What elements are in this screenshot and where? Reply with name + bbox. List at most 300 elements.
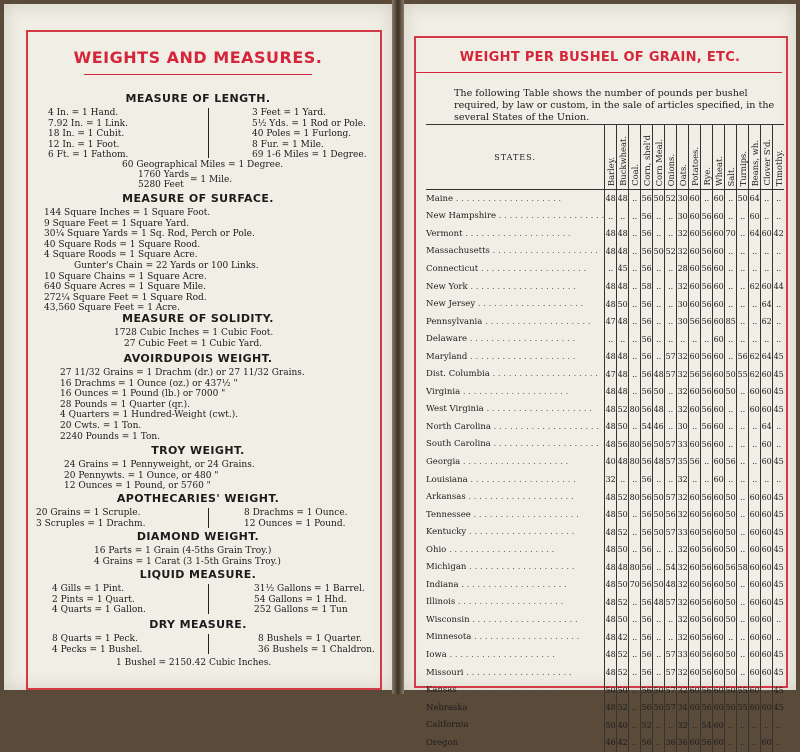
value-cell: 60 [761,664,773,682]
value-cell: .. [665,225,677,243]
value-cell: .. [605,208,617,226]
leader-dots: . . . . . . . . . . . . . . . . . . . . [475,299,584,310]
value-cell: 56 [641,260,653,278]
value-cell: 50 [617,418,629,436]
leader-dots: . . . . . . . . . . . . . . . . . . . . [467,334,576,345]
value-cell: 60 [689,436,701,454]
value-cell: 50 [617,611,629,629]
value-cell: .. [737,576,749,594]
value-cell: 60 [689,611,701,629]
value-cell: .. [773,295,785,313]
state-name: Indiana [426,579,459,590]
value-cell: 57 [665,523,677,541]
value-cell: 56 [701,506,713,524]
value-cell: 64 [761,348,773,366]
value-cell: 42 [617,629,629,647]
value-cell: 48 [617,365,629,383]
value-cell: .. [725,716,737,734]
value-cell: .. [773,190,785,208]
value-cell: 48 [653,453,665,471]
value-cell: .. [761,681,773,699]
value-cell: 48 [605,646,617,664]
value-cell: 47 [605,365,617,383]
apothecaries-right [244,508,348,529]
value-cell: 50 [725,383,737,401]
value-cell: 56 [701,488,713,506]
value-cell: .. [653,330,665,348]
avoirdupois-line: 27 11/32 Grains = 1 Drachm (dr.) or 27 11/32 Grains. [60,368,305,378]
value-cell: 56 [701,611,713,629]
value-cell: .. [773,436,785,454]
value-cell: .. [665,471,677,489]
avoirdupois-block [60,368,305,442]
avoirdupois-line: 28 Pounds = 1 Quarter (qr.). [60,399,191,410]
leader-dots: . . . . . . . . . . . . . . . . . . . . [455,597,564,608]
value-cell: .. [665,313,677,331]
value-cell: .. [737,541,749,559]
value-cell: .. [653,558,665,576]
value-cell: 47 [605,313,617,331]
value-cell: .. [629,611,641,629]
value-cell: 60 [761,383,773,401]
state-name-cell [426,594,605,612]
value-cell: .. [773,611,785,629]
value-cell: 56 [701,313,713,331]
value-cell: 52 [617,664,629,682]
value-cell: 60 [749,541,761,559]
table-row [426,716,784,734]
value-cell: .. [737,313,749,331]
state-name: Iowa [426,649,447,660]
value-cell: 32 [677,278,689,296]
state-name: Michigan [426,562,467,573]
value-cell: 60 [749,646,761,664]
leader-dots: . . . . . . . . . . . . . . . . . . . . [483,404,592,415]
value-cell: 32 [677,681,689,699]
column-header [701,125,713,190]
value-cell: 52 [665,243,677,261]
value-cell: 48 [605,558,617,576]
value-cell: 56 [641,313,653,331]
length-left-block [48,108,128,161]
value-cell: 60 [761,576,773,594]
value-cell: 60 [689,295,701,313]
solidity-line: 27 Cubic Feet = 1 Cubic Yard. [124,338,263,349]
value-cell: .. [665,260,677,278]
value-cell: .. [665,278,677,296]
value-cell: 50 [653,190,665,208]
length-line: 18 In. = 1 Cubit. [48,129,125,139]
state-name-cell [426,348,605,366]
value-cell: 45 [773,681,785,699]
value-cell: 56 [641,734,653,752]
value-cell: .. [653,629,665,647]
value-cell: .. [737,330,749,348]
value-cell: 45 [773,664,785,682]
value-cell: 48 [605,594,617,612]
leader-dots: . . . . . . . . . . . . . . . . . . . . [467,702,576,713]
table-row [426,594,784,612]
column-header-label: Onions. [665,153,676,186]
value-cell: 56 [641,295,653,313]
value-cell: 70 [629,576,641,594]
column-header [653,125,665,190]
value-cell: 32 [677,383,689,401]
value-cell: .. [629,699,641,717]
value-cell: 45 [773,453,785,471]
state-name: South Carolina [426,439,491,450]
value-cell: .. [749,436,761,454]
length-extra-line: = 1 Mile. [190,175,233,185]
table-row [426,401,784,419]
apothecaries-heading: APOTHECARIES' WEIGHT. [116,492,280,505]
value-cell: 55 [737,681,749,699]
value-cell: .. [665,330,677,348]
table-row [426,365,784,383]
table-row [426,488,784,506]
grain-table-intro: The following Table shows the number of pounds per bushel required, by law or custom, in the sale of articles specified, in the several States of the Union. [454,88,775,123]
table-row [426,506,784,524]
value-cell: 55 [737,365,749,383]
value-cell: 60 [689,629,701,647]
value-cell: 56 [641,541,653,559]
value-cell: .. [629,365,641,383]
value-cell: 40 [617,716,629,734]
table-row [426,278,784,296]
state-name-cell [426,734,605,752]
state-name: California [426,720,469,731]
leader-dots: . . . . . . . . . . . . . . . . . . . . [458,737,567,748]
diamond-line: 16 Parts = 1 Grain (4-5ths Grain Troy.) [94,546,272,556]
state-name: Maryland [426,351,468,362]
table-row [426,453,784,471]
value-cell: .. [629,313,641,331]
value-cell: 60 [713,418,725,436]
value-cell: 50 [653,488,665,506]
value-cell: 56 [701,436,713,454]
value-cell: .. [665,541,677,559]
value-cell: 36 [665,734,677,752]
value-cell: 50 [725,576,737,594]
state-name: Minnesota [426,632,472,643]
value-cell: 56 [641,401,653,419]
state-name: Georgia [426,456,461,467]
value-cell: 56 [701,208,713,226]
state-name: New York [426,281,468,292]
value-cell: 56 [701,260,713,278]
value-cell: .. [749,260,761,278]
diamond-block [94,546,281,567]
value-cell: 60 [713,225,725,243]
value-cell: .. [629,716,641,734]
value-cell: .. [629,734,641,752]
value-cell: 60 [713,681,725,699]
value-cell: 48 [617,190,629,208]
value-cell: 60 [713,488,725,506]
liquid-line: 252 Gallons = 1 Tun [254,605,348,615]
length-line: 6 Ft. = 1 Fathom. [48,150,129,160]
column-header-label: Potatoes. [689,146,700,186]
value-cell: 35 [677,453,689,471]
value-cell: 48 [605,629,617,647]
state-name-cell [426,278,605,296]
surface-heading: MEASURE OF SURFACE. [122,192,274,205]
leader-dots: . . . . . . . . . . . . . . . . . . . . [470,509,579,520]
table-row [426,681,784,699]
value-cell: 60 [689,558,701,576]
value-cell: 64 [749,225,761,243]
value-cell: .. [761,330,773,348]
leader-dots: . . . . . . . . . . . . . . . . . . . . [467,351,576,362]
column-header-label: Salt. [725,166,736,186]
leader-dots: . . . . . . . . . . . . . . . . . . . . [446,544,555,555]
column-header-label: Corn Meal. [653,138,664,186]
value-cell: 48 [617,313,629,331]
value-cell: 56 [701,541,713,559]
value-cell: 48 [605,523,617,541]
value-cell: 56 [701,418,713,436]
avoirdupois-line: 16 Drachms = 1 Ounce (oz.) or 437½ " [60,378,238,389]
value-cell: 32 [605,471,617,489]
leader-dots: . . . . . . . . . . . . . . . . . . . . [463,667,572,678]
value-cell: 56 [641,436,653,454]
value-cell: 54 [641,418,653,436]
value-cell: 60 [689,541,701,559]
value-cell: 60 [689,664,701,682]
value-cell: 56 [665,506,677,524]
liquid-line: 4 Gills = 1 Pint. [52,584,125,594]
liquid-line: 4 Quarts = 1 Gallon. [52,605,146,615]
value-cell: .. [701,471,713,489]
value-cell: 56 [641,330,653,348]
value-cell: 70 [725,225,737,243]
value-cell: 45 [773,488,785,506]
value-cell: .. [701,190,713,208]
value-cell: 60 [689,646,701,664]
leader-dots: . . . . . . . . . . . . . . . . . . . . [458,579,567,590]
grain-weight-table [426,124,784,752]
value-cell: .. [629,523,641,541]
value-cell: 56 [641,506,653,524]
value-cell: 56 [701,594,713,612]
liquid-divider [208,584,209,614]
value-cell: 48 [653,594,665,612]
length-heading: MEASURE OF LENGTH. [125,92,271,105]
table-row [426,646,784,664]
value-cell: 57 [665,594,677,612]
leader-dots: . . . . . . . . . . . . . . . . . . . . [453,193,562,204]
value-cell: 57 [665,664,677,682]
value-cell: 60 [689,208,701,226]
leader-dots: . . . . . . . . . . . . . . . . . . . . [460,456,569,467]
value-cell: 45 [773,523,785,541]
column-header-label: Buckwheat. [617,136,628,186]
value-cell: 60 [713,664,725,682]
value-cell: 60 [749,523,761,541]
liquid-right [254,584,365,616]
value-cell: 60 [689,681,701,699]
value-cell: 45 [773,383,785,401]
value-cell: .. [737,488,749,506]
value-cell: .. [629,681,641,699]
state-name: North Carolina [426,421,491,432]
value-cell: 32 [677,243,689,261]
table-row [426,629,784,647]
value-cell: 50 [725,523,737,541]
table-row [426,664,784,682]
value-cell: 56 [701,523,713,541]
value-cell: 50 [737,190,749,208]
length-right-block [252,108,367,161]
table-row [426,418,784,436]
table-row [426,208,784,226]
value-cell: .. [761,243,773,261]
value-cell: 50 [725,506,737,524]
value-cell: 62 [749,278,761,296]
value-cell: 56 [641,225,653,243]
value-cell: 60 [713,453,725,471]
value-cell: .. [737,611,749,629]
table-row [426,523,784,541]
length-line: 12 In. = 1 Foot. [48,139,120,150]
value-cell: 60 [713,383,725,401]
diamond-line: 4 Grains = 1 Carat (3 1-5th Grains Troy.) [94,556,281,567]
value-cell: 32 [677,225,689,243]
table-row [426,225,784,243]
table-row [426,541,784,559]
liquid-line: 2 Pints = 1 Quart. [52,594,135,605]
value-cell: .. [737,734,749,752]
table-row [426,436,784,454]
value-cell: 48 [605,541,617,559]
value-cell: 56 [701,576,713,594]
value-cell: 57 [665,365,677,383]
value-cell: 57 [665,699,677,717]
value-cell: 42 [617,734,629,752]
apothecaries-line: 20 Grains = 1 Scruple. [36,508,141,518]
value-cell: 48 [617,278,629,296]
value-cell: 60 [713,190,725,208]
value-cell: 56 [641,383,653,401]
state-name-cell [426,401,605,419]
value-cell: 80 [629,558,641,576]
value-cell: 48 [605,243,617,261]
value-cell: 32 [677,348,689,366]
value-cell: .. [665,716,677,734]
value-cell: .. [653,471,665,489]
value-cell: 45 [773,558,785,576]
value-cell: 64 [761,418,773,436]
value-cell: .. [629,225,641,243]
leader-dots: . . . . . . . . . . . . . . . . . . . . [466,527,575,538]
column-header-label: Clover S'd. [761,139,772,186]
avoirdupois-line: 20 Cwts. = 1 Ton. [60,420,142,431]
value-cell: 44 [773,278,785,296]
value-cell: .. [665,295,677,313]
value-cell: 48 [605,190,617,208]
value-cell: 60 [713,523,725,541]
value-cell: 33 [677,523,689,541]
value-cell: 60 [749,506,761,524]
state-name: Wisconsin [426,614,470,625]
value-cell: .. [737,664,749,682]
value-cell: 50 [653,436,665,454]
value-cell: 45 [773,541,785,559]
value-cell: 60 [749,629,761,647]
dry-line: 36 Bushels = 1 Chaldron. [258,644,375,655]
value-cell: .. [629,541,641,559]
surface-line: 272¼ Square Feet = 1 Square Rod. [44,292,207,303]
value-cell: 50 [725,664,737,682]
value-cell: 56 [701,295,713,313]
state-name-cell [426,629,605,647]
column-header-label: Rye. [701,167,712,186]
value-cell: 60 [713,611,725,629]
dry-line: 8 Bushels = 1 Quarter. [258,634,363,644]
value-cell: 60 [761,541,773,559]
value-cell: 30 [677,208,689,226]
surface-line: 40 Square Rods = 1 Square Rood. [44,239,201,250]
surface-line: 4 Square Roods = 1 Square Acre. [44,250,198,261]
liquid-heading: LIQUID MEASURE. [139,568,257,581]
value-cell: 56 [725,558,737,576]
value-cell: .. [653,295,665,313]
value-cell: 80 [629,401,641,419]
value-cell: 34 [677,699,689,717]
dry-line: 8 Quarts = 1 Peck. [52,634,138,644]
column-header-label: Coal. [629,164,640,186]
leader-dots: . . . . . . . . . . . . . . . . . . . . [490,421,600,432]
value-cell: 60 [689,594,701,612]
value-cell: 50 [725,646,737,664]
value-cell: .. [629,190,641,208]
length-line: 4 In. = 1 Hand. [48,108,119,118]
value-cell: 56 [701,401,713,419]
value-cell: 60 [713,365,725,383]
value-cell: .. [773,418,785,436]
state-name: Illinois [426,597,456,608]
grain-table-title: WEIGHT PER BUSHEL OF GRAIN, ETC. [459,50,741,65]
value-cell: 48 [653,365,665,383]
value-cell: 48 [617,243,629,261]
value-cell: .. [605,330,617,348]
value-cell: 36 [677,734,689,752]
table-row [426,190,784,208]
value-cell: 33 [677,436,689,454]
value-cell: .. [725,330,737,348]
value-cell: 60 [761,558,773,576]
surface-line: 30¼ Square Yards = 1 Sq. Rod, Perch or Pole. [44,229,255,240]
table-row [426,313,784,331]
column-header [677,125,689,190]
value-cell: 50 [653,243,665,261]
state-name: Delaware [426,334,468,345]
column-header-label: Timothy. [773,149,784,186]
value-cell: 60 [713,594,725,612]
value-cell: 56 [641,523,653,541]
value-cell: .. [629,295,641,313]
liquid-line: 31½ Gallons = 1 Barrel. [254,584,365,594]
value-cell: .. [737,278,749,296]
length-divider [208,108,209,158]
state-name: Nebraska [426,702,468,713]
value-cell: 56 [701,646,713,664]
value-cell: 56 [701,558,713,576]
state-name: New Jersey [426,299,476,310]
value-cell: 60 [713,629,725,647]
column-header [617,125,629,190]
value-cell: 60 [713,313,725,331]
